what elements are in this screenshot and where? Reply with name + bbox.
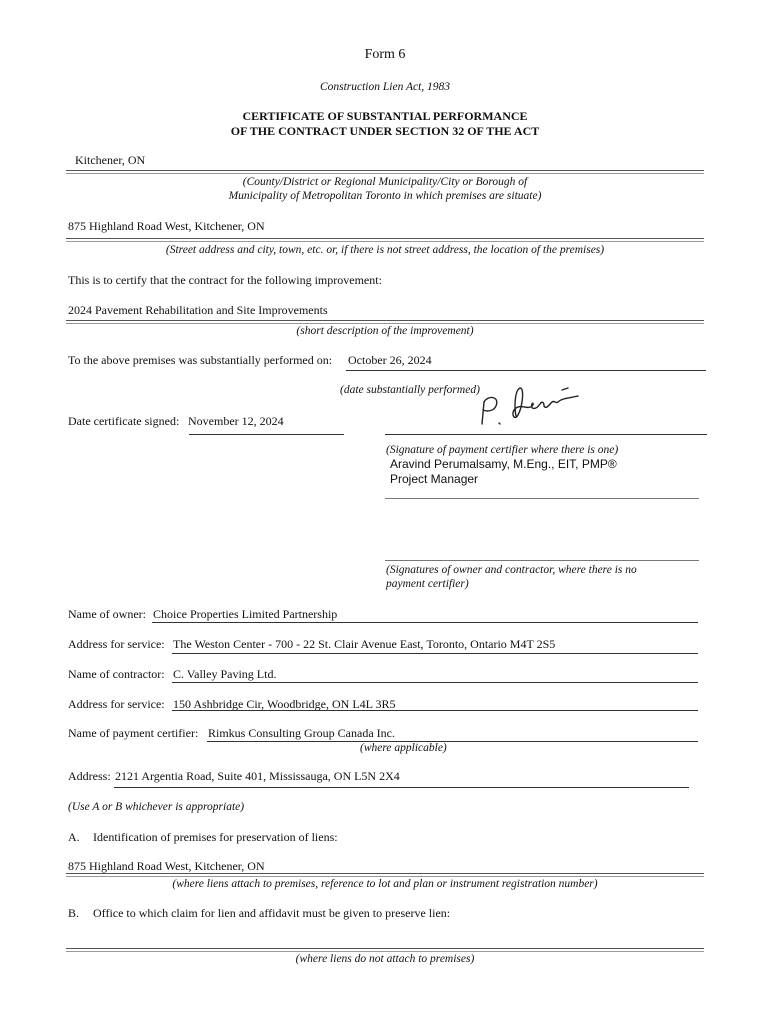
handwritten-signature — [470, 380, 585, 430]
owner-signature-line — [385, 560, 699, 561]
performed-value[interactable]: October 26, 2024 — [348, 353, 432, 367]
improvement-caption: (short description of the improvement) — [296, 325, 474, 337]
performed-caption: (date substantially performed) — [340, 384, 480, 396]
certifier-role-line — [385, 498, 699, 499]
contractor-value[interactable]: C. Valley Paving Ltd. — [173, 667, 277, 681]
municipality-line — [66, 170, 704, 174]
owner-value[interactable]: Choice Properties Limited Partnership — [153, 607, 338, 621]
contractor-line — [172, 682, 698, 683]
premises-caption: (Street address and city, town, etc. or, if there is not street address, the location of the premises) — [165, 244, 605, 256]
certifier-signature-line — [385, 434, 707, 435]
owner-line — [152, 622, 698, 623]
certifier-address-line — [114, 787, 689, 788]
certificate-title-line2: OF THE CONTRACT UNDER SECTION 32 OF THE ACT — [230, 124, 540, 138]
performed-label: To the above premises was substantially performed on: — [68, 353, 333, 367]
use-note: (Use A or B whichever is appropriate) — [68, 801, 245, 813]
certifier-address-label: Address: — [68, 769, 111, 783]
owner-address-value[interactable]: The Weston Center - 700 - 22 St. Clair Avenue East, Toronto, Ontario M4T 2S5 — [173, 637, 556, 651]
certifier-label: Name of payment certifier: — [68, 726, 199, 740]
owner-signature-caption-line2: payment certifier) — [386, 578, 469, 590]
contractor-label: Name of contractor: — [68, 667, 165, 681]
municipality-caption-line1: (County/District or Regional Municipality/City or Borough of — [242, 176, 528, 188]
signed-line — [189, 434, 344, 435]
certificate-title-line1: CERTIFICATE OF SUBSTANTIAL PERFORMANCE — [242, 109, 528, 123]
performed-line — [346, 370, 706, 371]
certifier-role: Project Manager — [390, 472, 479, 486]
municipality-caption-line2: Municipality of Metropolitan Toronto in which premises are situate) — [228, 190, 542, 202]
section-b-caption: (where liens do not attach to premises) — [295, 953, 475, 965]
municipality-value[interactable]: Kitchener, ON — [75, 153, 146, 167]
premises-value[interactable]: 875 Highland Road West, Kitchener, ON — [68, 219, 265, 233]
section-a-text: Identification of premises for preservation of liens: — [93, 830, 338, 844]
certifier-address-value[interactable]: 2121 Argentia Road, Suite 401, Mississauga, ON L5N 2X4 — [115, 769, 400, 783]
section-a-value[interactable]: 875 Highland Road West, Kitchener, ON — [68, 859, 265, 873]
certifier-caption: (where applicable) — [360, 742, 447, 754]
owner-address-label: Address for service: — [68, 637, 165, 651]
contractor-address-value[interactable]: 150 Ashbridge Cir, Woodbridge, ON L4L 3R5 — [173, 697, 396, 711]
owner-address-line — [172, 653, 698, 654]
certifier-name: Aravind Perumalsamy, M.Eng., EIT, PMP® — [390, 457, 617, 471]
signed-label: Date certificate signed: — [68, 414, 180, 428]
certifier-value[interactable]: Rimkus Consulting Group Canada Inc. — [208, 726, 395, 740]
premises-line — [66, 238, 704, 242]
certifier-signature-caption: (Signature of payment certifier where there is one) — [386, 444, 619, 456]
section-b-marker: B. — [68, 906, 80, 920]
signed-value[interactable]: November 12, 2024 — [188, 414, 284, 428]
section-a-caption: (where liens attach to premises, reference to lot and plan or instrument registration number) — [172, 878, 598, 890]
act-name: Construction Lien Act, 1983 — [319, 81, 451, 93]
owner-label: Name of owner: — [68, 607, 146, 621]
improvement-value[interactable]: 2024 Pavement Rehabilitation and Site Improvements — [68, 303, 328, 317]
form-number: Form 6 — [364, 47, 406, 62]
certifier-line — [207, 741, 698, 742]
certify-text: This is to certify that the contract for the following improvement: — [68, 273, 382, 287]
section-a-marker: A. — [68, 830, 80, 844]
contractor-address-label: Address for service: — [68, 697, 165, 711]
section-b-text: Office to which claim for lien and affidavit must be given to preserve lien: — [93, 906, 451, 920]
contractor-address-line — [172, 710, 698, 711]
owner-signature-caption-line1: (Signatures of owner and contractor, where there is no — [386, 564, 637, 576]
